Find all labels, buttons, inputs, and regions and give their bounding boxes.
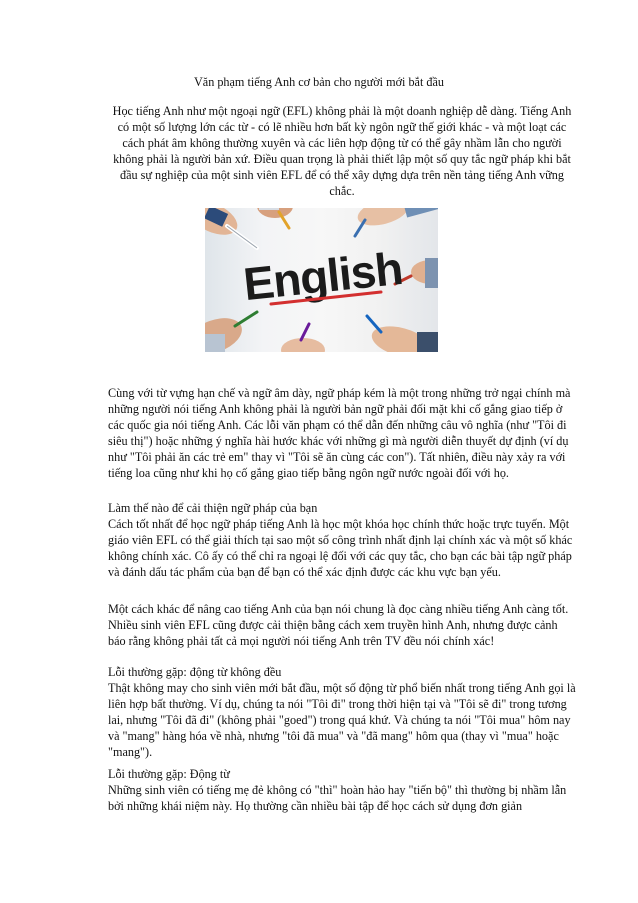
- section-1-text: Cách tốt nhất để học ngữ pháp tiếng Anh là học một khóa học chính thức hoặc trực tuyến. Một giáo viên EFL có thể giải thích tại sao một số công trình nhất định lại chính xác và một số khác không chính xác. Cô ấy có thể chỉ ra ngoại lệ đối với các quy tắc, cho bạn các bài tập ngữ pháp và đánh dấu tác phẩm của bạn để bạn có thể xác định được các khu vực bạn yếu.: [108, 517, 573, 579]
- section-3-heading: Lỗi thường gặp: Động từ: [108, 767, 230, 781]
- section-2-heading: Lỗi thường gặp: động từ không đều: [108, 665, 282, 679]
- english-word: English: [240, 241, 405, 311]
- hand-top-right: [355, 208, 438, 236]
- hand-bottom-middle: [281, 324, 325, 352]
- section-2-text: Thật không may cho sinh viên mới bắt đầu, một số động từ phổ biến nhất trong tiếng Anh gọi là liên hợp bất thường. Ví dụ, chúng ta nói "Tôi đi" trong thời hiện tại và "Tôi sẽ đi" trong tương lai, nhưng "Tôi đã đi" (không phải "goed") trong quá khứ. Và chúng ta nói "Tôi mua" hôm nay và "mang" hàng hóa về nhà, nhưng "tôi đã mua" và "đã mang" hôm qua (thay vì "mua" hoặc "mang").: [108, 681, 576, 759]
- document-title: Văn phạm tiếng Anh cơ bản cho người mới bắt đầu: [193, 75, 444, 89]
- english-hands-image: [205, 208, 438, 352]
- hand-bottom-left: [205, 311, 257, 352]
- section-3-text: Những sinh viên có tiếng mẹ đẻ không có "thì" hoàn hảo hay "tiến bộ" thì thường bị nhầm lẫn bởi những khái niệm này. Họ thường cần nhiều bài tập để học cách sử dụng đơn giản: [108, 783, 567, 813]
- hand-bottom-right: [367, 316, 438, 352]
- intro-paragraph: Học tiếng Anh như một ngoại ngữ (EFL) không phải là một doanh nghiệp dễ dàng. Tiếng Anh có một số lượng lớn các từ - có lẽ nhiều hơn bất kỳ ngôn ngữ thế giới khác - và một loạt các cách phát âm không thường xuyên và các liên hợp động từ có thể gây nhầm lẫn cho người không phải là người bản xứ. Điều quan trọng là phải thiết lập một số quy tắc ngữ pháp khi bắt đầu sự nghiệp của một sinh viên EFL để có thể xây dựng dựa trên nền tảng tiếng Anh vững chắc.: [112, 104, 572, 198]
- paragraph-2: Một cách khác để nâng cao tiếng Anh của bạn nói chung là đọc càng nhiều tiếng Anh càng tốt. Nhiều sinh viên EFL cũng được cải thiện bằng cách xem truyền hình Anh, nhưng được cảnh báo rằng không phải tất cả mọi người nói tiếng Anh trên TV đều nói chính xác!: [108, 602, 569, 648]
- hand-top-left: [205, 208, 257, 248]
- section-1-heading: Làm thế nào để cải thiện ngữ pháp của bạn: [108, 501, 318, 515]
- paragraph-1: Cùng với từ vựng hạn chế và ngữ âm dày, ngữ pháp kém là một trong những trở ngại chính mà những người nói tiếng Anh không phải là người bản ngữ phải đối mặt khi cố gắng giao tiếp ở các quốc gia nói tiếng Anh. Các lỗi văn phạm có thể dẫn đến những câu vô nghĩa (như "Tôi đi siêu thị") hoặc những ý nghĩa hài hước khác với những gì mà người diễn thuyết dự định (ví dụ như "Tôi phải ăn các trẻ em" thay vì "Tôi sẽ ăn cùng các con"). Tất nhiên, điều này xảy ra với tiếng loa cũng như khi họ cố gắng giao tiếp bằng ngôn ngữ nước ngoài đối với họ.: [108, 386, 571, 480]
- hand-top-middle: [257, 208, 293, 228]
- english-illustration: [205, 208, 438, 352]
